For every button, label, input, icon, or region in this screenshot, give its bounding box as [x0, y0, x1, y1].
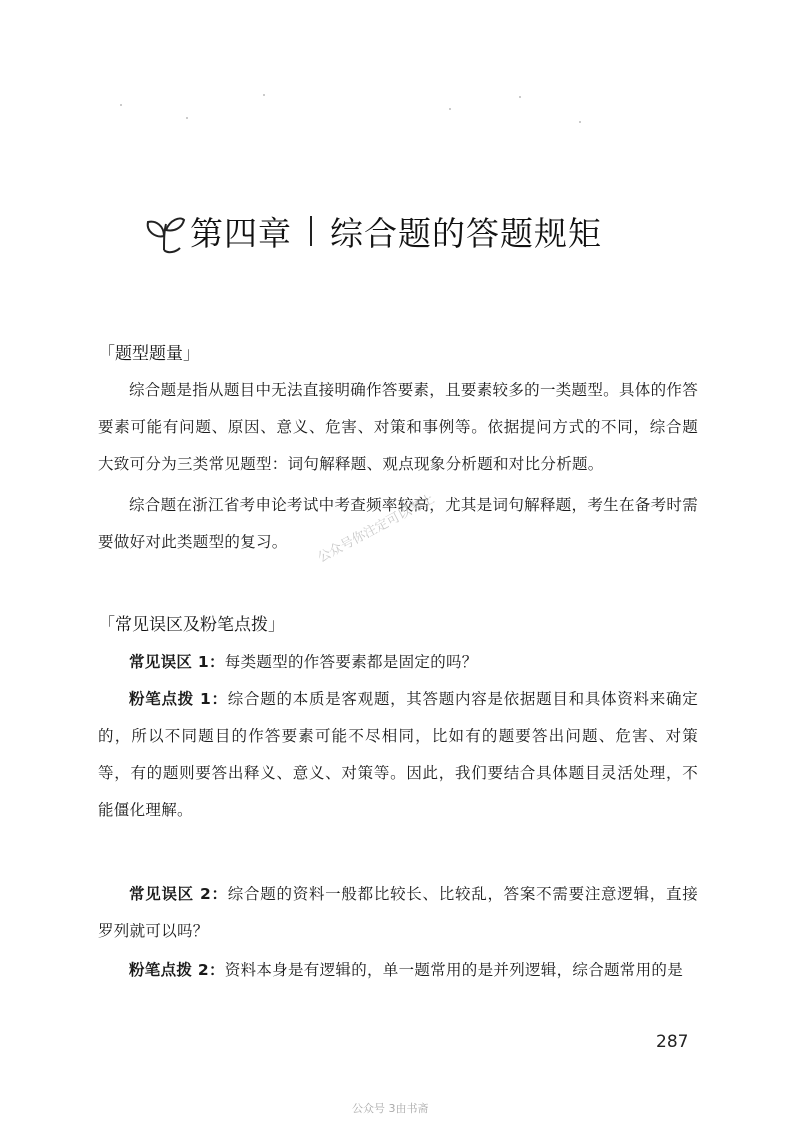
tip-2: [98, 952, 698, 989]
sprout-icon: [142, 206, 188, 256]
scan-speck: [519, 96, 521, 98]
open-bracket: 「: [98, 344, 115, 364]
misconception-text: 综合题的资料一般都比较长、比较乱，答案不需要注意逻辑，直接罗列就可以吗？: [98, 885, 698, 940]
close-bracket: 」: [268, 615, 285, 635]
chapter-divider: [310, 216, 312, 246]
section-heading-text: 题型题量: [115, 344, 183, 364]
scan-speck: [120, 104, 122, 106]
misconception-text: 每类题型的作答要素都是固定的吗？: [224, 653, 478, 671]
misconception-1: [98, 644, 698, 681]
misconception-label: 常见误区 2：: [129, 885, 228, 903]
paragraph: 综合题在浙江省考申论考试中考查频率较高，尤其是词句解释题，考生在备考时需要做好对此类题型的复习。: [98, 496, 698, 551]
watermark: 公众号你注定可以考上: [315, 491, 438, 566]
chapter-subtitle: 综合题的答题规矩: [330, 213, 602, 253]
scan-speck: [263, 94, 265, 96]
misconception-2: [98, 876, 698, 950]
tip-label: 粉笔点拨 2：: [129, 961, 225, 979]
scan-speck: [579, 121, 581, 123]
tip-1: [98, 681, 698, 829]
section-heading: [98, 610, 285, 635]
chapter-number: 第四章: [190, 213, 292, 253]
open-bracket: 「: [98, 615, 115, 635]
scan-speck: [186, 117, 188, 119]
footer-watermark: 公众号 3由书斋: [352, 1102, 429, 1115]
misconception-label: 常见误区 1：: [129, 653, 225, 671]
tip-label: 粉笔点拨 1：: [129, 690, 228, 708]
section-heading-text: 常见误区及粉笔点拨: [115, 615, 268, 635]
paragraph: 综合题是指从题目中无法直接明确作答要素，且要素较多的一类题型。具体的作答要素可能有问题、原因、意义、危害、对策和事例等。依据提问方式的不同，综合题大致可分为三类常见题型：词句解释题、观点现象分析题和对比分析题。: [98, 381, 698, 473]
page-number: 287: [656, 1032, 689, 1052]
chapter-heading: [142, 203, 602, 259]
tip-text: 资料本身是有逻辑的，单一题常用的是并列逻辑，综合题常用的是: [224, 961, 683, 979]
tip-text: 综合题的本质是客观题，其答题内容是依据题目和具体资料来确定的，所以不同题目的作答要素可能不尽相同，比如有的题要答出问题、危害、对策等，有的题则要答出释义、意义、对策等。因此，我们要结合具体题目灵活处理，不能僵化理解。: [98, 690, 698, 819]
scan-speck: [449, 108, 451, 110]
close-bracket: 」: [183, 344, 200, 364]
section-heading: [98, 339, 200, 364]
